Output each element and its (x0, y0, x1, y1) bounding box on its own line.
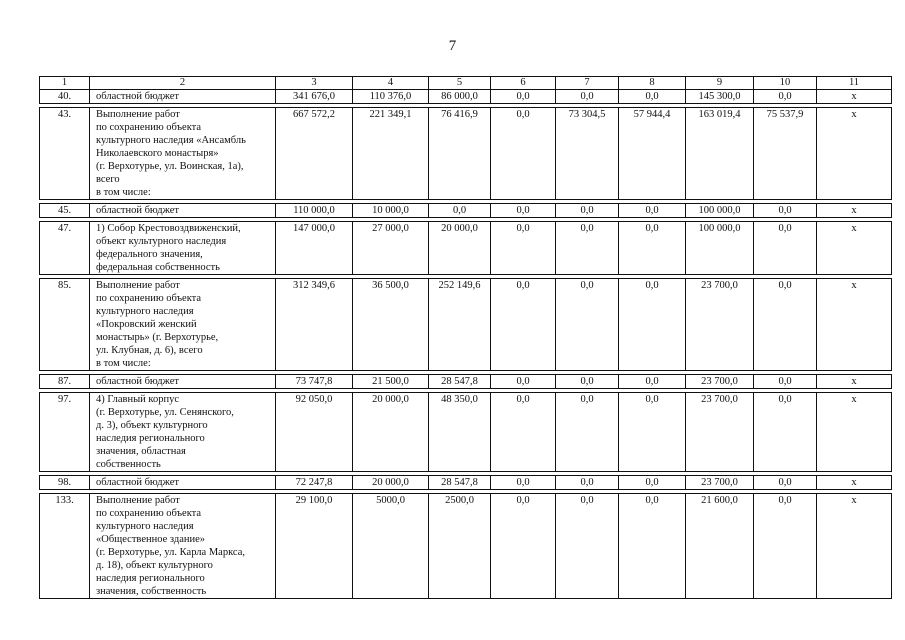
amount-cell: 20 000,0 (429, 222, 491, 275)
amount-cell: 110 376,0 (353, 90, 429, 104)
amount-cell: 57 944,4 (619, 108, 686, 200)
amount-cell: 0,0 (556, 476, 619, 490)
amount-cell: 0,0 (491, 108, 556, 200)
column-header: 4 (353, 77, 429, 90)
column-header: 11 (817, 77, 892, 90)
column-11-value: x (817, 494, 892, 599)
row-number: 43. (40, 108, 90, 200)
amount-cell: 2500,0 (429, 494, 491, 599)
amount-cell: 100 000,0 (686, 222, 754, 275)
row-number: 47. (40, 222, 90, 275)
item-name: областной бюджет (90, 375, 276, 389)
row-number: 98. (40, 476, 90, 490)
amount-cell: 72 247,8 (276, 476, 353, 490)
amount-cell: 0,0 (491, 279, 556, 371)
amount-cell: 147 000,0 (276, 222, 353, 275)
amount-cell: 0,0 (491, 494, 556, 599)
amount-cell: 28 547,8 (429, 375, 491, 389)
column-11-value: x (817, 393, 892, 472)
amount-cell: 76 416,9 (429, 108, 491, 200)
column-header: 2 (90, 77, 276, 90)
table-row (40, 90, 892, 104)
amount-cell: 0,0 (754, 393, 817, 472)
amount-cell: 0,0 (491, 204, 556, 218)
amount-cell: 20 000,0 (353, 476, 429, 490)
amount-cell: 0,0 (754, 222, 817, 275)
amount-cell: 0,0 (556, 279, 619, 371)
amount-cell: 0,0 (491, 476, 556, 490)
column-number-row (40, 77, 892, 90)
column-11-value: x (817, 476, 892, 490)
amount-cell: 0,0 (619, 494, 686, 599)
amount-cell: 92 050,0 (276, 393, 353, 472)
column-header: 1 (40, 77, 90, 90)
amount-cell: 73 304,5 (556, 108, 619, 200)
table-row (40, 375, 892, 389)
amount-cell: 110 000,0 (276, 204, 353, 218)
amount-cell: 23 700,0 (686, 279, 754, 371)
amount-cell: 0,0 (429, 204, 491, 218)
item-name: 1) Собор Крестовоздвиженский, объект культурного наследия федерального значения, федеральная собственность (90, 222, 276, 275)
row-number: 45. (40, 204, 90, 218)
column-header: 3 (276, 77, 353, 90)
amount-cell: 0,0 (754, 494, 817, 599)
amount-cell: 0,0 (556, 222, 619, 275)
table-row (40, 494, 892, 599)
amount-cell: 0,0 (491, 375, 556, 389)
row-number: 87. (40, 375, 90, 389)
table-row (40, 476, 892, 490)
amount-cell: 0,0 (491, 393, 556, 472)
column-11-value: x (817, 375, 892, 389)
amount-cell: 21 500,0 (353, 375, 429, 389)
amount-cell: 0,0 (619, 393, 686, 472)
amount-cell: 28 547,8 (429, 476, 491, 490)
amount-cell: 163 019,4 (686, 108, 754, 200)
column-header: 6 (491, 77, 556, 90)
amount-cell: 0,0 (619, 204, 686, 218)
amount-cell: 221 349,1 (353, 108, 429, 200)
table-row (40, 108, 892, 200)
item-name: 4) Главный корпус (г. Верхотурье, ул. Сенянского, д. 3), объект культурного наследия регионального значения, областная собственность (90, 393, 276, 472)
item-name: Выполнение работ по сохранению объекта культурного наследия «Общественное здание» (г. Верхотурье, ул. Карла Маркса, д. 18), объект культурного наследия регионального значения, собственность (90, 494, 276, 599)
column-11-value: x (817, 279, 892, 371)
amount-cell: 23 700,0 (686, 375, 754, 389)
amount-cell: 0,0 (491, 90, 556, 104)
amount-cell: 341 676,0 (276, 90, 353, 104)
amount-cell: 36 500,0 (353, 279, 429, 371)
amount-cell: 0,0 (619, 222, 686, 275)
amount-cell: 23 700,0 (686, 393, 754, 472)
column-header: 8 (619, 77, 686, 90)
column-11-value: x (817, 108, 892, 200)
amount-cell: 0,0 (754, 476, 817, 490)
amount-cell: 0,0 (754, 204, 817, 218)
amount-cell: 0,0 (754, 90, 817, 104)
column-11-value: x (817, 204, 892, 218)
amount-cell: 86 000,0 (429, 90, 491, 104)
item-name: областной бюджет (90, 476, 276, 490)
amount-cell: 73 747,8 (276, 375, 353, 389)
amount-cell: 0,0 (619, 375, 686, 389)
amount-cell: 0,0 (619, 279, 686, 371)
amount-cell: 0,0 (556, 204, 619, 218)
amount-cell: 23 700,0 (686, 476, 754, 490)
column-header: 7 (556, 77, 619, 90)
row-number: 85. (40, 279, 90, 371)
column-11-value: x (817, 90, 892, 104)
item-name: Выполнение работ по сохранению объекта культурного наследия «Покровский женский монастырь» (г. Верхотурье, ул. Клубная, д. 6), всего в том числе: (90, 279, 276, 371)
table-row (40, 393, 892, 472)
amount-cell: 0,0 (491, 222, 556, 275)
item-name: Выполнение работ по сохранению объекта культурного наследия «Ансамбль Николаевского монастыря» (г. Верхотурье, ул. Воинская, 1а), всего в том числе: (90, 108, 276, 200)
amount-cell: 10 000,0 (353, 204, 429, 218)
row-number: 133. (40, 494, 90, 599)
column-11-value: x (817, 222, 892, 275)
amount-cell: 75 537,9 (754, 108, 817, 200)
amount-cell: 21 600,0 (686, 494, 754, 599)
column-header: 10 (754, 77, 817, 90)
amount-cell: 29 100,0 (276, 494, 353, 599)
amount-cell: 0,0 (754, 279, 817, 371)
table-row (40, 204, 892, 218)
amount-cell: 20 000,0 (353, 393, 429, 472)
amount-cell: 100 000,0 (686, 204, 754, 218)
column-header: 5 (429, 77, 491, 90)
row-number: 40. (40, 90, 90, 104)
amount-cell: 312 349,6 (276, 279, 353, 371)
amount-cell: 145 300,0 (686, 90, 754, 104)
item-name: областной бюджет (90, 204, 276, 218)
amount-cell: 667 572,2 (276, 108, 353, 200)
row-number: 97. (40, 393, 90, 472)
amount-cell: 48 350,0 (429, 393, 491, 472)
table-row (40, 222, 892, 275)
amount-cell: 0,0 (619, 90, 686, 104)
amount-cell: 0,0 (556, 90, 619, 104)
item-name: областной бюджет (90, 90, 276, 104)
amount-cell: 0,0 (556, 375, 619, 389)
amount-cell: 27 000,0 (353, 222, 429, 275)
amount-cell: 0,0 (556, 494, 619, 599)
amount-cell: 5000,0 (353, 494, 429, 599)
budget-table (39, 76, 892, 599)
page-number: 7 (448, 38, 457, 54)
amount-cell: 252 149,6 (429, 279, 491, 371)
amount-cell: 0,0 (619, 476, 686, 490)
column-header: 9 (686, 77, 754, 90)
table-row (40, 279, 892, 371)
amount-cell: 0,0 (556, 393, 619, 472)
amount-cell: 0,0 (754, 375, 817, 389)
